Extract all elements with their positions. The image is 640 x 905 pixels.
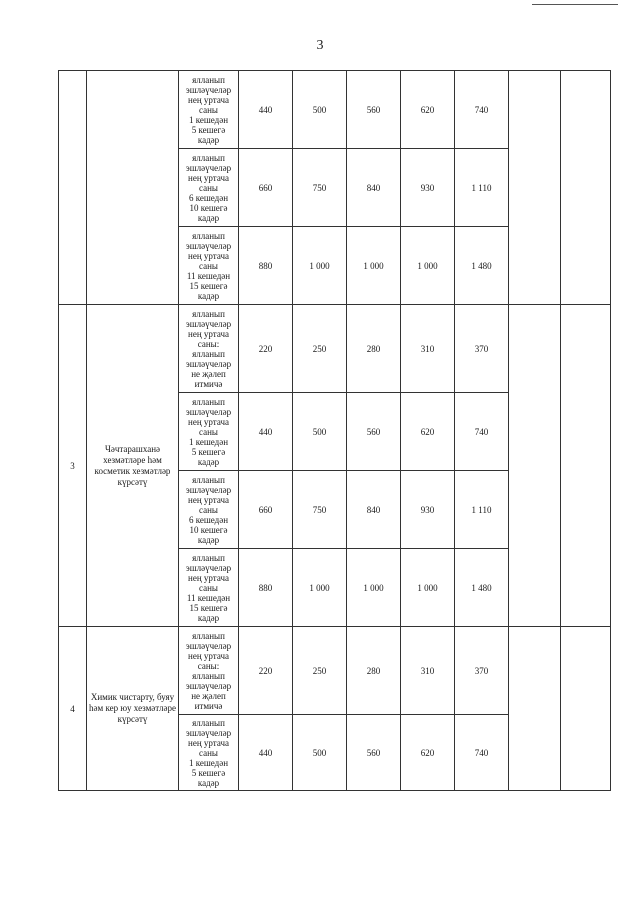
empty-cell (509, 627, 561, 791)
empty-cell (509, 305, 561, 627)
value-cell: 560 (347, 393, 401, 471)
condition-cell: ялланып эшләүчеләр нең уртача саны: ялланып эшләүчеләр не җәлеп итмичә (179, 627, 239, 715)
value-cell: 660 (239, 149, 293, 227)
value-cell: 1 480 (455, 227, 509, 305)
value-cell: 1 110 (455, 149, 509, 227)
value-cell: 620 (401, 393, 455, 471)
value-cell: 1 480 (455, 549, 509, 627)
value-cell: 1 110 (455, 471, 509, 549)
value-cell: 750 (293, 471, 347, 549)
value-cell: 250 (293, 627, 347, 715)
condition-cell: ялланып эшләүчеләр нең уртача саны 6 кешедән 10 кешегә кадәр (179, 471, 239, 549)
value-cell: 620 (401, 71, 455, 149)
value-cell: 930 (401, 149, 455, 227)
value-cell: 930 (401, 471, 455, 549)
value-cell: 740 (455, 715, 509, 791)
page-number: 3 (316, 38, 324, 53)
condition-cell: ялланып эшләүчеләр нең уртача саны 1 кешедән 5 кешегә кадәр (179, 715, 239, 791)
value-cell: 1 000 (347, 549, 401, 627)
empty-cell (561, 305, 611, 627)
condition-cell: ялланып эшләүчеләр нең уртача саны 11 кешедән 15 кешегә кадәр (179, 227, 239, 305)
value-cell: 660 (239, 471, 293, 549)
value-cell: 280 (347, 627, 401, 715)
table-row (59, 71, 611, 149)
service-name: Химик чистарту, буяу һәм кер юу хезмәтләре күрсәтү (87, 627, 179, 791)
value-cell: 560 (347, 71, 401, 149)
value-cell: 1 000 (401, 227, 455, 305)
empty-cell (509, 71, 561, 305)
value-cell: 560 (347, 715, 401, 791)
value-cell: 280 (347, 305, 401, 393)
table-row (59, 627, 611, 715)
value-cell: 880 (239, 227, 293, 305)
condition-cell: ялланып эшләүчеләр нең уртача саны 11 кешедән 15 кешегә кадәр (179, 549, 239, 627)
top-rule (532, 4, 618, 5)
value-cell: 620 (401, 715, 455, 791)
value-cell: 1 000 (293, 549, 347, 627)
condition-cell: ялланып эшләүчеләр нең уртача саны 1 кешедән 5 кешегә кадәр (179, 71, 239, 149)
value-cell: 500 (293, 393, 347, 471)
value-cell: 220 (239, 305, 293, 393)
tariff-table (58, 70, 611, 791)
value-cell: 740 (455, 71, 509, 149)
service-name: Чәчтарашханә хезмәтләре һәм косметик хезмәтләр күрсәтү (87, 305, 179, 627)
value-cell: 840 (347, 471, 401, 549)
value-cell: 1 000 (401, 549, 455, 627)
condition-cell: ялланып эшләүчеләр нең уртача саны 1 кешедән 5 кешегә кадәр (179, 393, 239, 471)
table-row (59, 305, 611, 393)
condition-cell: ялланып эшләүчеләр нең уртача саны 6 кешедән 10 кешегә кадәр (179, 149, 239, 227)
value-cell: 880 (239, 549, 293, 627)
row-index: 4 (59, 627, 87, 791)
value-cell: 310 (401, 305, 455, 393)
value-cell: 500 (293, 715, 347, 791)
service-name (87, 71, 179, 305)
row-index: 3 (59, 305, 87, 627)
value-cell: 440 (239, 393, 293, 471)
value-cell: 370 (455, 305, 509, 393)
empty-cell (561, 71, 611, 305)
value-cell: 370 (455, 627, 509, 715)
value-cell: 310 (401, 627, 455, 715)
condition-cell: ялланып эшләүчеләр нең уртача саны: ялланып эшләүчеләр не җәлеп итмичә (179, 305, 239, 393)
value-cell: 500 (293, 71, 347, 149)
value-cell: 220 (239, 627, 293, 715)
value-cell: 740 (455, 393, 509, 471)
value-cell: 440 (239, 71, 293, 149)
value-cell: 750 (293, 149, 347, 227)
value-cell: 1 000 (347, 227, 401, 305)
empty-cell (561, 627, 611, 791)
value-cell: 1 000 (293, 227, 347, 305)
value-cell: 840 (347, 149, 401, 227)
value-cell: 440 (239, 715, 293, 791)
value-cell: 250 (293, 305, 347, 393)
row-index (59, 71, 87, 305)
